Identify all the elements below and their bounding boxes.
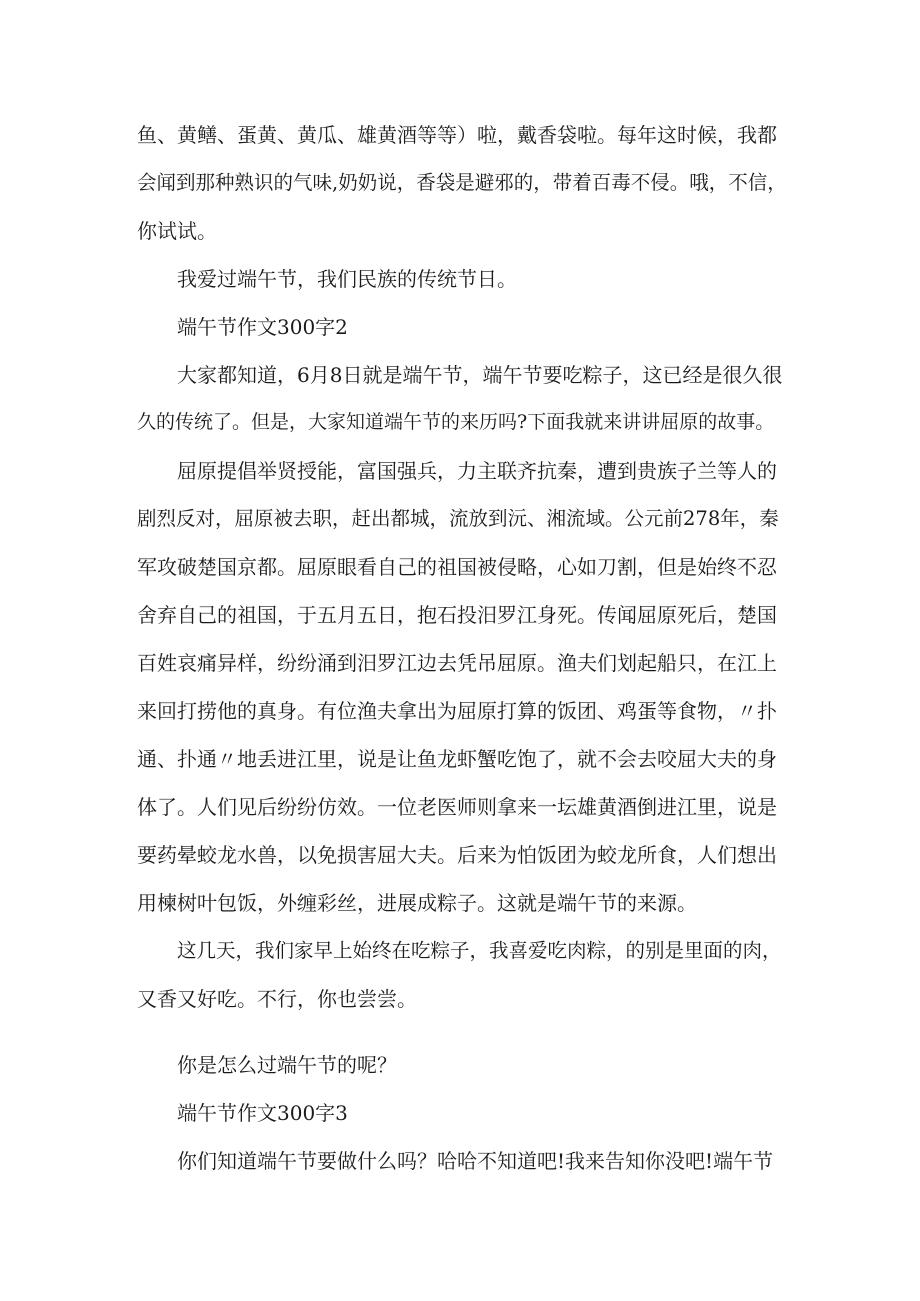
paragraph-line: 这几天，我们家早上始终在吃粽子，我喜爱吃肉粽，的别是里面的肉， [177,939,782,962]
paragraph-line: 鱼、黄鳝、蛋黄、黄瓜、雄黄酒等等）啦，戴香袋啦。每年这时候，我都 [137,123,777,147]
paragraph-line: 用楝树叶包饭，外缠彩丝，进展成粽子。这就是端午节的来源。 [137,891,697,915]
paragraph-line: 舍弃自己的祖国，于五月五日，抱石投汨罗江身死。传闻屈原死后，楚国 [137,603,777,627]
paragraph-line: 要药晕蛟龙水兽，以免损害屈大夫。后来为怕饭团为蛟龙所食，人们想出 [137,843,777,867]
paragraph-line: 通、扑通〃地丢进江里，说是让鱼龙虾蟹吃饱了，就不会去咬屈大夫的身 [137,747,777,771]
paragraph-line: 大家都知道，6月8日就是端午节，端午节要吃粽子，这已经是很久很 [177,363,783,387]
paragraph-line: 会闻到那种熟识的气味,奶奶说，香袋是避邪的，带着百毒不侵。哦，不信， [137,171,787,194]
paragraph-line: 你们知道端午节要做什么吗？哈哈不知道吧!我来告知你没吧!端午节 [177,1149,774,1173]
paragraph-line: 百姓哀痛异样，纷纷涌到汨罗江边去凭吊屈原。渔夫们划起船只，在江上 [137,651,777,675]
paragraph-line: 久的传统了。但是，大家知道端午节的来历吗?下面我就来讲讲屈原的故事。 [137,411,775,433]
paragraph-line: 军攻破楚国京都。屈原眼看自己的祖国被侵略，心如刀割，但是始终不忍 [137,555,777,579]
paragraph-line: 又香又好吃。不行，你也尝尝。 [137,987,417,1011]
paragraph-line: 剧烈反对，屈原被去职，赶出都城，流放到沅、湘流域。公元前278年，秦 [137,507,779,530]
paragraph-line: 体了。人们见后纷纷仿效。一位老医师则拿来一坛雄黄酒倒进江里，说是 [137,795,777,819]
paragraph-line: 屈原提倡举贤授能，富国强兵，力主联齐抗秦，遭到贵族子兰等人的 [177,459,777,483]
section-heading: 端午节作文300字2 [177,315,348,339]
paragraph-line: 你是怎么过端午节的呢？ [177,1053,397,1077]
paragraph-line: 我爱过端午节，我们民族的传统节日。 [177,267,517,291]
paragraph-line: 你试试。 [137,219,217,243]
paragraph-line: 来回打捞他的真身。有位渔夫拿出为屈原打算的饭团、鸡蛋等食物，〃扑 [137,699,777,723]
section-heading: 端午节作文300字3 [177,1101,348,1125]
